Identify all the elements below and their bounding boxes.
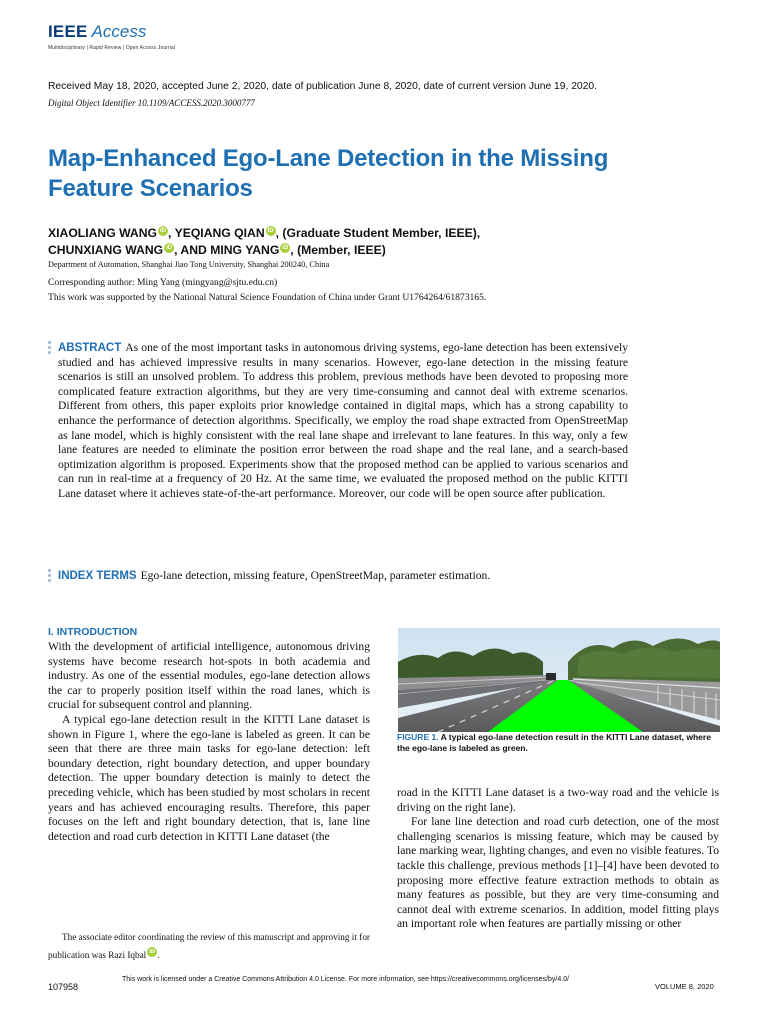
index-terms-text: Ego-lane detection, missing feature, OpenStreetMap, parameter estimation.: [140, 569, 491, 582]
author-list: [48, 225, 688, 259]
abstract-marker-icon: [48, 341, 51, 356]
journal-logo: [48, 22, 146, 42]
logo-product: Access: [91, 22, 147, 41]
figure-caption-text: A typical ego-lane detection result in the KITTI Lane dataset, where the ego-lane is labeled as green.: [397, 732, 711, 753]
right-column-body: [397, 786, 719, 932]
abstract: [58, 341, 628, 502]
doi-line: Digital Object Identifier 10.1109/ACCESS.2020.3000777: [48, 98, 255, 108]
footnote-text: The associate editor coordinating the review of this manuscript and approving it for publication was Razi Iqbal: [48, 932, 370, 960]
road-scene-photo: [398, 628, 720, 732]
index-terms: [58, 569, 658, 582]
index-terms-heading: INDEX TERMS: [58, 570, 137, 582]
received-dates: Received May 18, 2020, accepted June 2, 2020, date of publication June 8, 2020, date of current version June 19, 2020.: [48, 81, 597, 92]
author-name: , YEQIANG QIAN: [168, 226, 265, 240]
author-name: CHUNXIANG WANG: [48, 243, 164, 257]
footnote: [48, 928, 370, 964]
paragraph: For lane line detection and road curb detection, one of the most challenging scenarios is missing feature, which may be caused by lane marking wear, lighting changes, and even no visible features. To tackle this challenge, previous methods [1]–[4] have been devoted to proposing more effective feature extraction methods to obtain as many features as possible, but they are very time-consuming and cannot deal with extreme scenarios. In addition, model fitting plays an important role when features are partially missing or other: [397, 815, 719, 931]
volume-info: VOLUME 8, 2020: [655, 982, 714, 991]
author-name: XIAOLIANG WANG: [48, 226, 158, 240]
orcid-icon[interactable]: iD: [166, 245, 173, 251]
paper-title: Map-Enhanced Ego-Lane Detection in the Missing Feature Scenarios: [48, 145, 609, 202]
license-note[interactable]: This work is licensed under a Creative Commons Attribution 4.0 License. For more information, see https://creativecommons.org/licenses/by/4.0/: [122, 976, 570, 983]
corresponding-author: Corresponding author: Ming Yang (mingyang@sjtu.edu.cn): [48, 277, 278, 288]
paragraph: road in the KITTI Lane dataset is a two-way road and the vehicle is driving on the right lane).: [397, 786, 719, 814]
abstract-heading: ABSTRACT: [58, 342, 122, 354]
page-number: 107958: [48, 982, 79, 992]
author-line-1: [48, 225, 688, 242]
paragraph: With the development of artificial intelligence, autonomous driving systems have become research hot-spots in both academia and industry. As one of the essential modules, ego-lane detection allows the car to properly position itself within the road lanes, which is crucial for subsequent control and planning.: [48, 640, 370, 712]
figure-caption: [397, 732, 721, 753]
index-terms-marker-icon: [48, 569, 51, 584]
orcid-icon[interactable]: iD: [282, 245, 289, 251]
intro-body: [48, 640, 370, 844]
section-heading: I. INTRODUCTION: [48, 626, 138, 638]
abstract-text: As one of the most important tasks in autonomous driving systems, ego-lane detection has been extensively studied and has achieved impressive results in many scenarios. However, ego-lane detection in the missing feature scenarios is still an unsolved problem. To address this problem, previous methods have been devoted to proposing more complicated feature extraction algorithms, but they are very time-consuming and cannot deal with extreme scenarios. Different from others, this paper exploits prior knowledge contained in digital maps, which has a strong capability to enhance the performance of detection algorithms. Specifically, we employ the road shape extracted from OpenStreetMap as lane model, which is highly consistent with the real lane shape and irrelevant to lane features. In this way, only a few lane features are needed to eliminate the position error between the road shape and the real lane, and a search-based optimization algorithm is proposed. Experiments show that the proposed method can be applied to various scenarios and can run in real-time at a frequency of 20 Hz. At the same time, we evaluated the proposed method on the public KITTI Lane dataset where it achieves state-of-the-art performance. Moreover, our code will be open source after publication.: [58, 341, 628, 500]
figure-label: FIGURE 1.: [397, 732, 439, 742]
figure-image: [398, 628, 720, 732]
author-line-2: [48, 242, 688, 259]
logo-brand: IEEE: [48, 22, 88, 41]
footnote-end: .: [157, 950, 160, 960]
affiliation: Department of Automation, Shanghai Jiao Tong University, Shanghai 200240, China: [48, 260, 330, 269]
orcid-icon[interactable]: iD: [149, 949, 156, 955]
orcid-icon[interactable]: iD: [160, 228, 167, 234]
logo-tagline: Multidisciplinary | Rapid Review | Open Access Journal: [48, 45, 175, 51]
author-role: , (Member, IEEE): [290, 243, 386, 257]
paragraph: A typical ego-lane detection result in the KITTI Lane dataset is shown in Figure 1, where the ego-lane is labeled as green. It can be seen that there are three main tasks for ego-lane detection: left boundary detection, right boundary detection, and upper boundary detection. The upper boundary detection is mainly to detect the preceding vehicle, which has been studied by most scholars in recent years and has achieved encouraging results. Therefore, this paper focuses on the left and right boundary detection, that is, lane line detection and road curb detection in KITTI Lane dataset (the: [48, 712, 370, 843]
author-role: , (Graduate Student Member, IEEE),: [275, 226, 481, 240]
author-name: , AND MING YANG: [174, 243, 280, 257]
funding-note: This work was supported by the National Natural Science Foundation of China under Grant U1764264/61873165.: [48, 292, 487, 303]
orcid-icon[interactable]: iD: [267, 228, 274, 234]
